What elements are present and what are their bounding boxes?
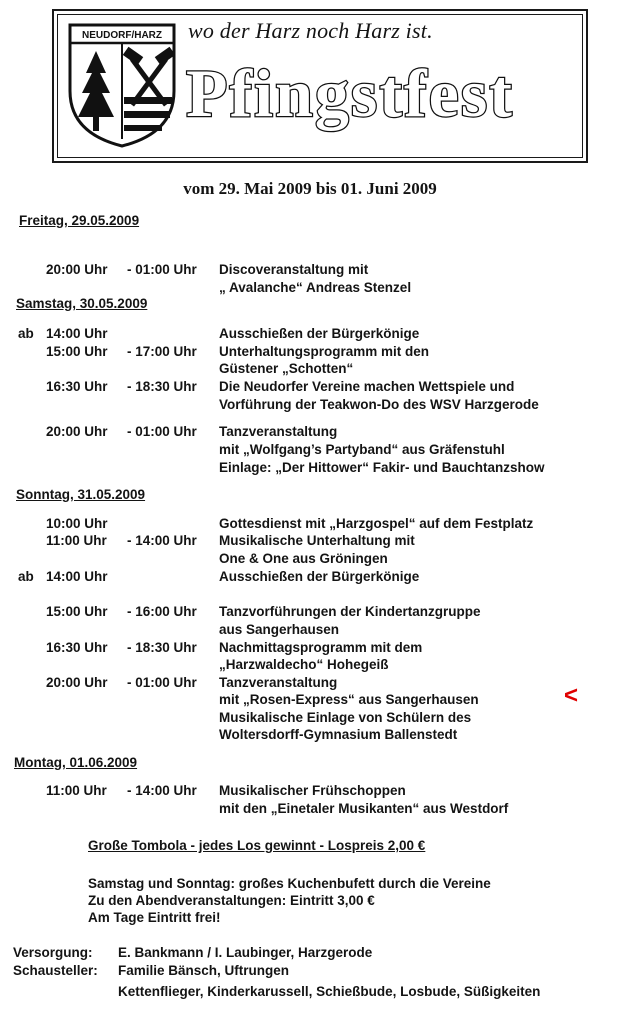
schedule-prefix: ab — [18, 569, 34, 584]
schedule-start-time: 14:00 Uhr — [46, 326, 108, 341]
schedule-start-time: 15:00 Uhr — [46, 604, 108, 619]
schedule-start-time: 11:00 Uhr — [46, 533, 107, 548]
schedule-start-time: 16:30 Uhr — [46, 640, 108, 655]
schedule-description: Güstener „Schotten“ — [219, 361, 354, 376]
day-heading-friday: Freitag, 29.05.2009 — [19, 213, 140, 228]
schedule-description: „Harzwaldecho“ Hohegeiß — [219, 657, 389, 672]
schedule-description: Tanzvorführungen der Kindertanzgruppe — [219, 604, 481, 619]
schedule-description: „ Avalanche“ Andreas Stenzel — [219, 280, 412, 295]
showmen-value: Familie Bänsch, Uftrungen — [118, 963, 290, 978]
coat-of-arms-icon — [66, 21, 178, 149]
schedule-description: Musikalischer Frühschoppen — [219, 783, 406, 798]
schedule-description: One & One aus Gröningen — [219, 551, 388, 566]
schedule-prefix: ab — [18, 326, 34, 341]
schedule-end-time: - 18:30 Uhr — [127, 640, 197, 655]
schedule-description: mit den „Einetaler Musikanten“ aus Westdorf — [219, 801, 509, 816]
day-heading-monday: Montag, 01.06.2009 — [14, 755, 138, 770]
note-line: Am Tage Eintritt frei! — [88, 910, 221, 925]
schedule-description: mit „Rosen-Express“ aus Sangerhausen — [219, 692, 479, 707]
slogan: wo der Harz noch Harz ist. — [188, 18, 433, 43]
schedule-end-time: - 17:00 Uhr — [127, 344, 197, 359]
note-line: Zu den Abendveranstaltungen: Eintritt 3,00 € — [88, 893, 375, 908]
showmen-label: Schausteller: — [13, 963, 98, 978]
schedule-description: Tanzveranstaltung — [219, 675, 338, 690]
supply-value: E. Bankmann / I. Laubinger, Harzgerode — [118, 945, 373, 960]
schedule-end-time: - 14:00 Uhr — [127, 533, 197, 548]
schedule-start-time: 10:00 Uhr — [46, 516, 108, 531]
schedule-description: Einlage: „Der Hittower“ Fakir- und Bauchtanzshow — [219, 460, 545, 475]
rides-line: Kettenflieger, Kinderkarussell, Schießbude, Losbude, Süßigkeiten — [118, 984, 541, 999]
tombola-line: Große Tombola - jedes Los gewinnt - Lospreis 2,00 € — [88, 838, 426, 853]
day-heading-sunday: Sonntag, 31.05.2009 — [16, 487, 146, 502]
schedule-description: Vorführung der Teakwon-Do des WSV Harzgerode — [219, 397, 539, 412]
supply-label: Versorgung: — [13, 945, 93, 960]
schedule-end-time: - 01:00 Uhr — [127, 262, 197, 277]
schedule-end-time: - 01:00 Uhr — [127, 424, 197, 439]
schedule-description: Ausschießen der Bürgerkönige — [219, 326, 420, 341]
schedule-start-time: 16:30 Uhr — [46, 379, 108, 394]
crest-label: NEUDORF/HARZ — [82, 30, 162, 41]
schedule-description: Woltersdorff-Gymnasium Ballenstedt — [219, 727, 458, 742]
schedule-end-time: - 18:30 Uhr — [127, 379, 197, 394]
schedule-description: Musikalische Unterhaltung mit — [219, 533, 415, 548]
schedule-end-time: - 01:00 Uhr — [127, 675, 197, 690]
red-marker: < — [564, 682, 579, 709]
schedule-start-time: 20:00 Uhr — [46, 424, 108, 439]
schedule-description: Musikalische Einlage von Schülern des — [219, 710, 472, 725]
schedule-start-time: 20:00 Uhr — [46, 675, 108, 690]
schedule-description: Tanzveranstaltung — [219, 424, 338, 439]
schedule-start-time: 14:00 Uhr — [46, 569, 108, 584]
schedule-description: Die Neudorfer Vereine machen Wettspiele und — [219, 379, 515, 394]
schedule-end-time: - 16:00 Uhr — [127, 604, 197, 619]
schedule-description: Discoveranstaltung mit — [219, 262, 369, 277]
schedule-end-time: - 14:00 Uhr — [127, 783, 197, 798]
schedule-description: mit „Wolfgang’s Partyband“ aus Gräfenstuhl — [219, 442, 505, 457]
date-range: vom 29. Mai 2009 bis 01. Juni 2009 — [183, 179, 437, 198]
schedule-start-time: 20:00 Uhr — [46, 262, 108, 277]
schedule-start-time: 11:00 Uhr — [46, 783, 107, 798]
schedule-description: aus Sangerhausen — [219, 622, 340, 637]
day-heading-saturday: Samstag, 30.05.2009 — [16, 296, 148, 311]
note-line: Samstag und Sonntag: großes Kuchenbufett durch die Vereine — [88, 876, 491, 891]
schedule-description: Unterhaltungsprogramm mit den — [219, 344, 430, 359]
event-title: Pfingstfest — [186, 55, 514, 131]
schedule-description: Gottesdienst mit „Harzgospel“ auf dem Festplatz — [219, 516, 534, 531]
schedule-description: Ausschießen der Bürgerkönige — [219, 569, 420, 584]
schedule-start-time: 15:00 Uhr — [46, 344, 108, 359]
schedule-description: Nachmittagsprogramm mit dem — [219, 640, 423, 655]
